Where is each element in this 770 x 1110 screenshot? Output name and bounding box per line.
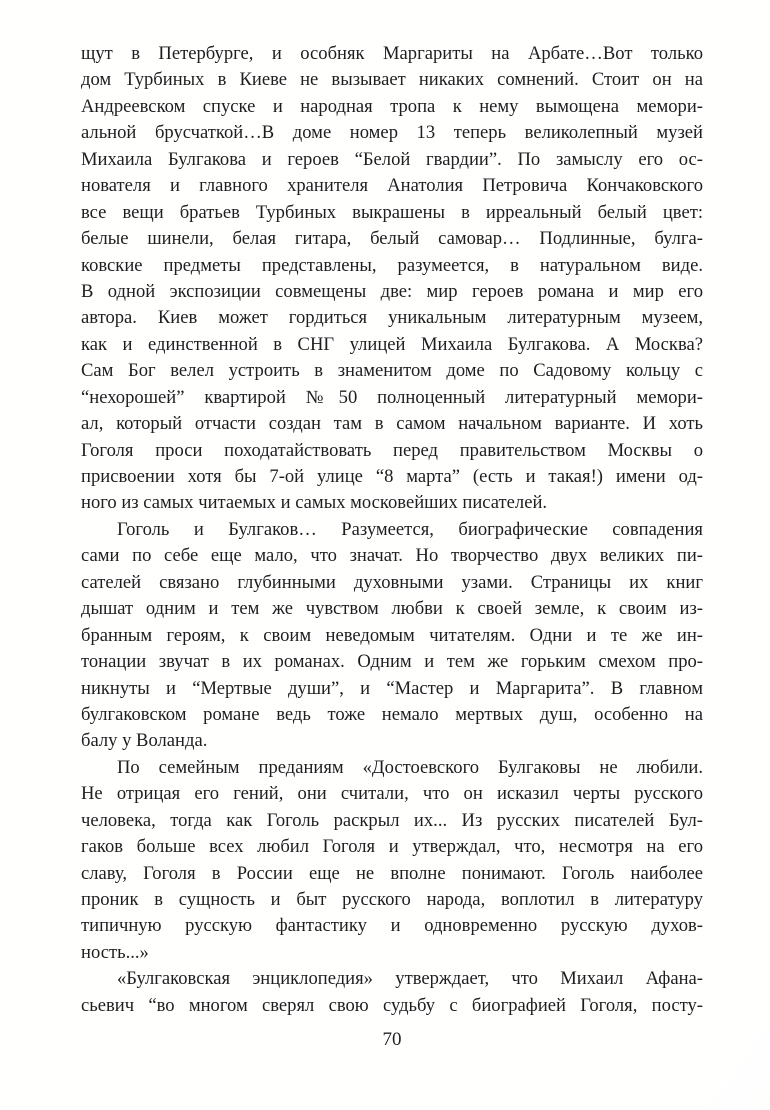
text-line: нователя и главного хранителя Анатолия Петровича Кончаковского [81,175,703,197]
text-line: булгаковском романе ведь тоже немало мертвых душ, особенно на [81,703,703,725]
text-line: автора. Киев может гордиться уникальным литературным музеем, [81,307,703,329]
text-line: как и единственной в СНГ улицей Михаила Булгакова. А Москва? [81,333,703,355]
text-line: дышат одним и тем же чувством любви к своей земле, к своим из- [81,598,703,620]
text-line: ал, который отчасти создан там в самом начальном варианте. И хоть [81,413,703,435]
text-line: человека, тогда как Гоголь раскрыл их... Из русских писателей Бул- [81,809,703,831]
text-line: проник в сущность и быт русского народа, воплотил в литературу [81,889,703,910]
text-line: Гоголя проси походатайствовать перед правительством Москвы о [81,439,703,461]
text-line: ковские предметы представлены, разумеется, в натуральном виде. [81,254,703,276]
text-line: Сам Бог велел устроить в знаменитом доме по Садовому кольцу с [81,360,703,382]
text-line: сателей связано глубинными духовными узами. Страницы их книг [81,571,703,593]
text-line: типичную русскую фантастику и одновременно русскую духов- [81,915,703,937]
text-line: ного из самых читаемых и самых московейших писателей. [81,492,548,514]
text-line: славу, Гоголя в России еще не вполне понимают. Гоголь наиболее [81,862,703,884]
text-line: балу у Воланда. [81,730,208,752]
text-line: альной брусчаткой…В доме номер 13 теперь великолепный музей [81,122,703,144]
text-line: дом Турбиных в Киеве не вызывает никаких сомнений. Стоит он на [81,69,703,91]
text-line: гаков больше всех любил Гоголя и утверждал, что, несмотря на его [81,836,703,858]
text-line: Андреевском спуске и народная тропа к нему вымощена мемори- [81,95,703,117]
text-line: тонации звучат в их романах. Одним и тем же горьким смехом про- [81,651,703,673]
text-line: присвоении хотя бы 7-ой улице “8 марта” (есть и такая!) имени од- [81,466,703,487]
text-line: ность...» [81,941,149,963]
text-line: сами по себе еще мало, что значат. Но творчество двух великих пи- [81,545,703,567]
page-text [81,41,703,1019]
text-line: Не отрицая его гений, они считали, что он исказил черты русского [81,783,703,805]
text-line: бранным героям, к своим неведомым читателям. Одни и те же ин- [81,624,703,646]
text-line: Гоголь и Булгаков… Разумеется, биографические совпадения [117,518,703,540]
text-line: сьевич “во многом сверял свою судьбу с биографией Гоголя, посту- [81,994,703,1016]
text-line: белые шинели, белая гитара, белый самовар… Подлинные, булга- [81,228,703,250]
text-line: никнуты и “Мертвые души”, и “Мастер и Маргарита”. В главном [81,677,703,699]
text-line: все вещи братьев Турбиных выкрашены в ирреальный белый цвет: [81,201,703,223]
text-line: «Булгаковская энциклопедия» утверждает, что Михаил Афана- [117,968,703,990]
text-line: Михаила Булгакова и героев “Белой гвардии”. По замыслу его ос- [81,148,703,170]
text-line: щут в Петербурге, и особняк Маргариты на Арбате…Вот только [81,43,703,64]
text-line: По семейным преданиям «Достоевского Булгаковы не любили. [117,756,703,778]
text-line: В одной экспозиции совмещены две: мир героев романа и мир его [81,280,703,302]
text-line: “нехорошей” квартирой №50 полноценный литературный мемори- [81,386,703,408]
page-number: 70 [382,1029,402,1050]
